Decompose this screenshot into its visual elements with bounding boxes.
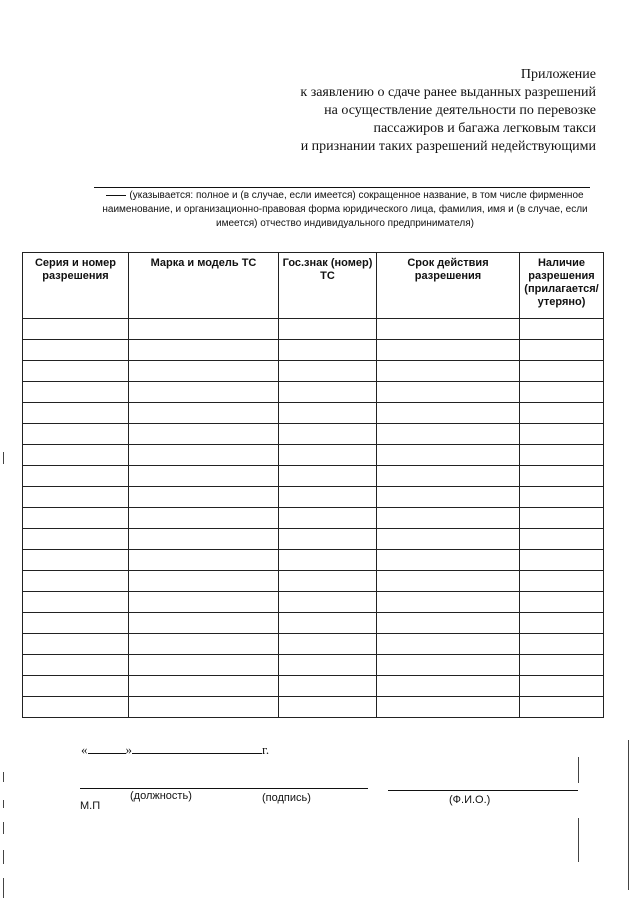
table-cell[interactable] xyxy=(520,466,604,487)
table-cell[interactable] xyxy=(23,424,129,445)
table-cell[interactable] xyxy=(377,592,520,613)
table-cell[interactable] xyxy=(377,529,520,550)
table-cell[interactable] xyxy=(520,508,604,529)
table-cell[interactable] xyxy=(129,319,279,340)
table-cell[interactable] xyxy=(377,571,520,592)
table-cell[interactable] xyxy=(23,340,129,361)
table-cell[interactable] xyxy=(377,361,520,382)
table-cell[interactable] xyxy=(23,466,129,487)
table-cell[interactable] xyxy=(23,445,129,466)
table-cell[interactable] xyxy=(520,445,604,466)
table-cell[interactable] xyxy=(129,403,279,424)
table-cell[interactable] xyxy=(129,529,279,550)
table-cell[interactable] xyxy=(129,445,279,466)
caption-line: имеется) отчество индивидуального предпринимателя) xyxy=(216,218,474,229)
stamp-label: М.П xyxy=(80,800,101,812)
table-row xyxy=(23,655,604,676)
table-cell[interactable] xyxy=(377,676,520,697)
header-line: и признании таких разрешений недействующими xyxy=(300,139,596,154)
scan-edge-mark xyxy=(578,757,579,783)
table-cell[interactable] xyxy=(377,403,520,424)
date-field[interactable] xyxy=(81,742,269,758)
table-cell[interactable] xyxy=(279,529,377,550)
header-line: на осуществление деятельности по перевозке xyxy=(324,103,596,118)
table-cell[interactable] xyxy=(377,340,520,361)
header-line: к заявлению о сдаче ранее выданных разрешений xyxy=(300,85,596,100)
scan-edge-mark xyxy=(578,818,579,862)
table-cell[interactable] xyxy=(377,550,520,571)
table-cell[interactable] xyxy=(23,550,129,571)
table-cell[interactable] xyxy=(279,676,377,697)
table-row xyxy=(23,424,604,445)
table-cell[interactable] xyxy=(279,697,377,718)
table-cell[interactable] xyxy=(23,508,129,529)
table-cell[interactable] xyxy=(520,676,604,697)
column-header-validity: Срок действия разрешения xyxy=(377,253,520,319)
table-cell[interactable] xyxy=(279,571,377,592)
table-cell[interactable] xyxy=(520,550,604,571)
caption-blank xyxy=(106,195,126,196)
table-cell[interactable] xyxy=(129,382,279,403)
permits-table xyxy=(22,252,604,718)
table-cell[interactable] xyxy=(23,613,129,634)
table-cell[interactable] xyxy=(129,676,279,697)
table-cell[interactable] xyxy=(520,655,604,676)
signature-label: (подпись) xyxy=(262,792,311,804)
table-cell[interactable] xyxy=(279,466,377,487)
table-row xyxy=(23,550,604,571)
table-cell[interactable] xyxy=(377,655,520,676)
table-cell[interactable] xyxy=(129,340,279,361)
scan-edge-mark xyxy=(3,772,4,782)
table-cell[interactable] xyxy=(377,466,520,487)
table-cell[interactable] xyxy=(377,487,520,508)
applicant-name-line xyxy=(94,187,590,188)
full-name-line[interactable] xyxy=(388,790,578,791)
table-cell[interactable] xyxy=(129,424,279,445)
header-line: пассажиров и багажа легковым такси xyxy=(373,121,596,136)
table-cell[interactable] xyxy=(279,613,377,634)
table-row xyxy=(23,508,604,529)
table-row xyxy=(23,634,604,655)
table-cell[interactable] xyxy=(129,508,279,529)
table-cell[interactable] xyxy=(520,382,604,403)
day-blank[interactable] xyxy=(88,742,126,754)
caption-line: (указывается: полное и (в случае, если имеется) сокращенное название, в том числе фирменное xyxy=(129,190,584,201)
table-cell[interactable] xyxy=(129,613,279,634)
table-cell[interactable] xyxy=(377,319,520,340)
table-row xyxy=(23,382,604,403)
table-row xyxy=(23,613,604,634)
table-cell[interactable] xyxy=(377,613,520,634)
full-name-label: (Ф.И.О.) xyxy=(449,794,491,806)
table-row xyxy=(23,445,604,466)
table-cell[interactable] xyxy=(279,382,377,403)
permits-table-body xyxy=(23,319,604,718)
table-cell[interactable] xyxy=(23,592,129,613)
table-cell[interactable] xyxy=(520,403,604,424)
table-cell[interactable] xyxy=(279,340,377,361)
table-row xyxy=(23,697,604,718)
column-header-vehicle-model: Марка и модель ТС xyxy=(129,253,279,319)
table-cell[interactable] xyxy=(377,424,520,445)
table-cell[interactable] xyxy=(279,655,377,676)
date-close-quote: » xyxy=(125,742,132,757)
table-cell[interactable] xyxy=(520,634,604,655)
table-cell[interactable] xyxy=(377,382,520,403)
scan-edge-mark xyxy=(628,740,629,890)
scan-edge-mark xyxy=(3,822,4,834)
table-row xyxy=(23,340,604,361)
table-cell[interactable] xyxy=(520,361,604,382)
table-cell[interactable] xyxy=(279,550,377,571)
scan-edge-mark xyxy=(3,452,4,464)
table-cell[interactable] xyxy=(23,319,129,340)
table-cell[interactable] xyxy=(129,655,279,676)
table-cell[interactable] xyxy=(377,697,520,718)
table-cell[interactable] xyxy=(377,508,520,529)
table-cell[interactable] xyxy=(279,508,377,529)
position-label: (должность) xyxy=(130,790,192,802)
scan-edge-mark xyxy=(3,850,4,864)
month-blank[interactable] xyxy=(132,742,262,754)
table-cell[interactable] xyxy=(377,445,520,466)
table-row xyxy=(23,529,604,550)
table-cell[interactable] xyxy=(129,550,279,571)
table-row xyxy=(23,676,604,697)
appendix-header xyxy=(176,66,596,156)
header-line-title: Приложение xyxy=(520,67,596,82)
table-cell[interactable] xyxy=(279,487,377,508)
table-cell[interactable] xyxy=(520,424,604,445)
table-cell[interactable] xyxy=(129,697,279,718)
table-cell[interactable] xyxy=(520,697,604,718)
table-row xyxy=(23,487,604,508)
table-cell[interactable] xyxy=(23,361,129,382)
table-cell[interactable] xyxy=(23,655,129,676)
table-cell[interactable] xyxy=(23,571,129,592)
column-header-plate-number: Гос.знак (номер) ТС xyxy=(279,253,377,319)
table-cell[interactable] xyxy=(23,634,129,655)
year-suffix: г. xyxy=(262,742,270,757)
table-cell[interactable] xyxy=(279,592,377,613)
table-cell[interactable] xyxy=(23,403,129,424)
table-cell[interactable] xyxy=(129,592,279,613)
table-cell[interactable] xyxy=(520,319,604,340)
table-row xyxy=(23,571,604,592)
table-cell[interactable] xyxy=(23,487,129,508)
scan-edge-mark xyxy=(3,878,4,898)
table-cell[interactable] xyxy=(23,382,129,403)
table-cell[interactable] xyxy=(129,466,279,487)
table-cell[interactable] xyxy=(279,424,377,445)
caption-line: наименование, и организационно-правовая форма юридического лица, фамилия, имя и (в случае, если xyxy=(102,204,588,215)
position-signature-line[interactable] xyxy=(80,788,368,789)
column-header-permit-number: Серия и номер разрешения xyxy=(23,253,129,319)
table-cell[interactable] xyxy=(279,361,377,382)
table-cell[interactable] xyxy=(520,613,604,634)
table-row xyxy=(23,592,604,613)
table-cell[interactable] xyxy=(129,634,279,655)
table-cell[interactable] xyxy=(377,634,520,655)
table-cell[interactable] xyxy=(520,571,604,592)
applicant-caption xyxy=(100,189,590,231)
table-row xyxy=(23,361,604,382)
table-cell[interactable] xyxy=(23,529,129,550)
table-cell[interactable] xyxy=(23,697,129,718)
scan-edge-mark xyxy=(3,800,4,808)
table-cell[interactable] xyxy=(520,529,604,550)
table-cell[interactable] xyxy=(279,403,377,424)
table-row xyxy=(23,403,604,424)
table-cell[interactable] xyxy=(520,340,604,361)
table-cell[interactable] xyxy=(23,676,129,697)
table-cell[interactable] xyxy=(520,592,604,613)
table-cell[interactable] xyxy=(129,361,279,382)
table-cell[interactable] xyxy=(279,634,377,655)
table-header-row xyxy=(23,253,604,319)
table-row xyxy=(23,319,604,340)
table-cell[interactable] xyxy=(279,319,377,340)
table-cell[interactable] xyxy=(520,487,604,508)
table-cell[interactable] xyxy=(129,571,279,592)
date-open-quote: « xyxy=(81,742,88,757)
table-cell[interactable] xyxy=(129,487,279,508)
column-header-availability: Наличие разрешения (прилагается/ утеряно) xyxy=(520,253,604,319)
table-row xyxy=(23,466,604,487)
table-cell[interactable] xyxy=(279,445,377,466)
